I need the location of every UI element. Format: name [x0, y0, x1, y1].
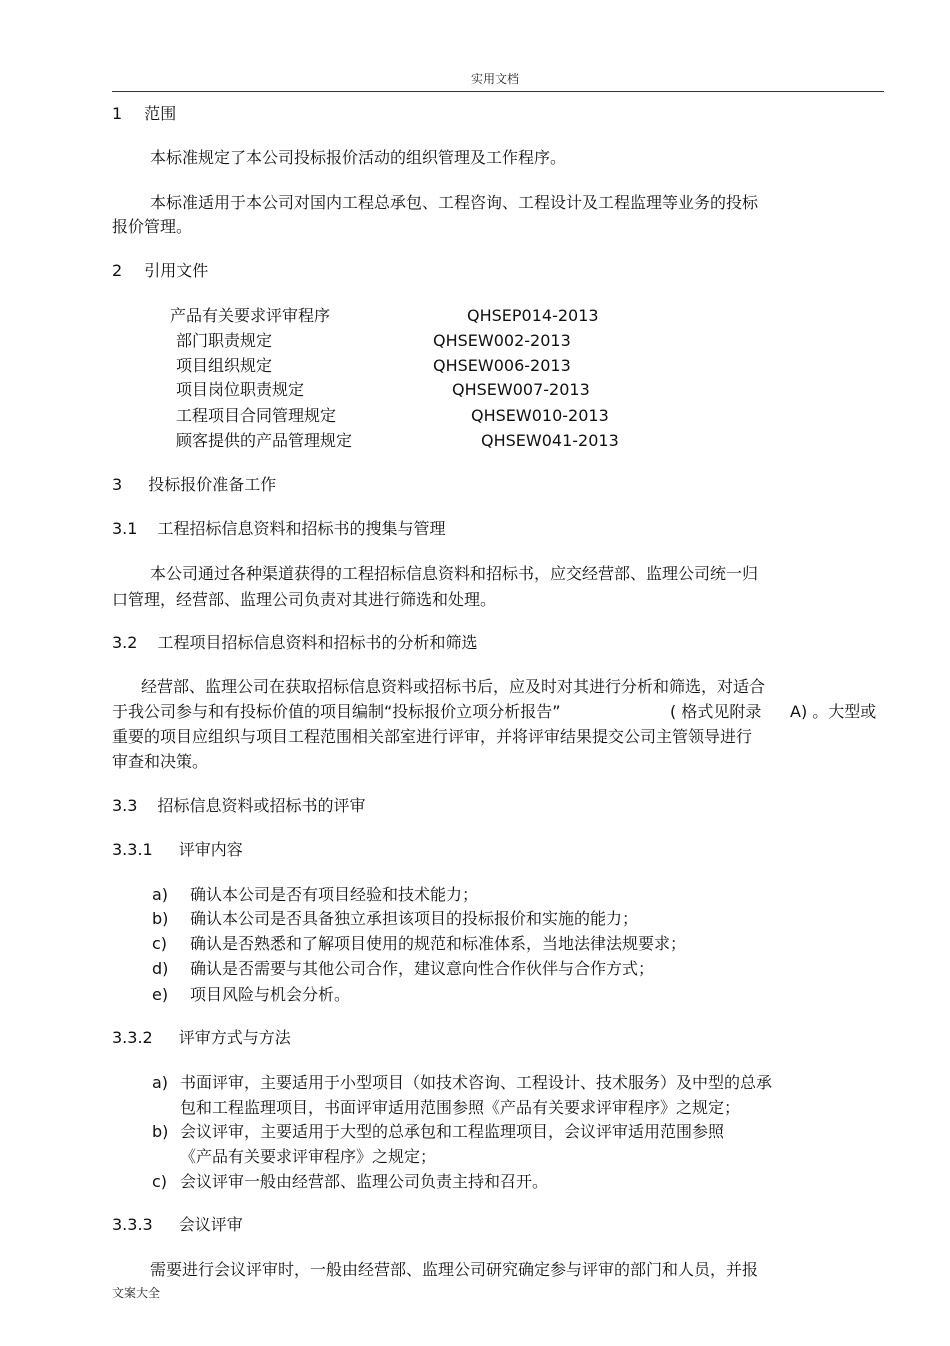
section-3-3-2-heading	[112, 1028, 291, 1048]
list-item	[152, 909, 168, 929]
list-item-text: 项目风险与机会分析。	[190, 985, 351, 1004]
list-item-text: 确认本公司是否有项目经验和技术能力；	[190, 885, 479, 904]
section-title: 工程项目招标信息资料和招标书的分析和筛选	[157, 633, 478, 652]
paragraph-line: 口管理，经营部、监理公司负责对其进行筛选和处理。	[112, 590, 497, 609]
reference-name: 工程项目合同管理规定	[176, 406, 337, 425]
reference-name: 项目岗位职责规定	[176, 380, 305, 399]
section-3-3-1-heading	[112, 840, 243, 860]
reference-code: QHSEW006-2013	[433, 356, 571, 375]
list-marker: c)	[152, 934, 168, 953]
list-marker: d)	[152, 959, 169, 978]
paragraph-line: 经营部、监理公司在获取招标信息资料或招标书后，应及时对其进行分析和筛选，对适合	[141, 677, 766, 696]
section-number: 3.3.2	[112, 1028, 153, 1047]
section-3-2-heading	[112, 633, 477, 653]
list-item-text: 确认本公司是否具备独立承担该项目的投标报价和实施的能力；	[190, 909, 639, 928]
paragraph-fragment: A) 。大型或	[790, 702, 877, 721]
section-title: 工程招标信息资料和招标书的搜集与管理	[157, 519, 446, 538]
list-item	[152, 959, 168, 979]
section-title: 会议评审	[178, 1215, 243, 1234]
paragraph-line: 需要进行会议评审时，一般由经营部、监理公司研究确定参与评审的部门和人员，并报	[150, 1260, 759, 1279]
reference-code: QHSEW007-2013	[452, 380, 590, 399]
list-marker: b)	[152, 1122, 169, 1141]
page-header: 实用文档	[470, 72, 519, 86]
section-3-3-3-heading	[112, 1215, 243, 1235]
section-number: 3.2	[112, 633, 138, 652]
list-item-text: 《产品有关要求评审程序》之规定；	[180, 1147, 437, 1166]
section-title: 投标报价准备工作	[148, 475, 277, 494]
section-2-heading	[112, 261, 208, 281]
reference-code: QHSEW041-2013	[481, 431, 619, 450]
reference-name: 部门职责规定	[176, 331, 273, 350]
reference-name: 项目组织规定	[176, 356, 273, 375]
list-item	[152, 1172, 167, 1192]
section-title: 范围	[144, 104, 177, 123]
section-3-3-heading	[112, 796, 365, 816]
list-marker: a)	[152, 885, 169, 904]
section-number: 3.3.1	[112, 840, 153, 859]
list-marker: e)	[152, 985, 169, 1004]
list-item	[152, 934, 167, 954]
list-marker: b)	[152, 909, 169, 928]
section-title: 评审方式与方法	[178, 1028, 291, 1047]
list-marker: a)	[152, 1073, 169, 1092]
reference-name: 产品有关要求评审程序	[170, 306, 331, 325]
reference-code: QHSEW010-2013	[471, 406, 609, 425]
section-1-heading	[112, 104, 176, 124]
list-item-text: 书面评审，主要适用于小型项目（如技术咨询、工程设计、技术服务）及中型的总承	[180, 1073, 773, 1092]
paragraph-line: 本公司通过各种渠道获得的工程招标信息资料和招标书，应交经营部、监理公司统一归	[150, 564, 759, 583]
section-number: 3.3.3	[112, 1215, 153, 1234]
section-number: 2	[112, 261, 123, 280]
list-item-text: 包和工程监理项目，书面评审适用范围参照《产品有关要求评审程序》之规定；	[180, 1098, 741, 1117]
paragraph: 本标准规定了本公司投标报价活动的组织管理及工作程序。	[150, 148, 567, 167]
reference-code: QHSEW002-2013	[433, 331, 571, 350]
section-number: 1	[112, 104, 123, 123]
paragraph-line: 本标准适用于本公司对国内工程总承包、工程咨询、工程设计及工程监理等业务的投标	[150, 193, 759, 212]
list-marker: c)	[152, 1172, 168, 1191]
list-item-text: 确认是否需要与其他公司合作，建议意向性合作伙伴与合作方式；	[190, 959, 655, 978]
page-footer: 文案大全	[112, 1286, 161, 1300]
section-number: 3.1	[112, 519, 138, 538]
header-rule	[112, 91, 884, 92]
section-title: 招标信息资料或招标书的评审	[157, 796, 366, 815]
reference-name: 顾客提供的产品管理规定	[176, 431, 353, 450]
section-3-heading	[112, 475, 276, 495]
section-number: 3.3	[112, 796, 138, 815]
section-3-1-heading	[112, 519, 445, 539]
list-item-text: 会议评审，主要适用于大型的总承包和工程监理项目，会议评审适用范围参照	[180, 1122, 725, 1141]
list-item-text: 确认是否熟悉和了解项目使用的规范和标准体系，当地法律法规要求；	[190, 934, 687, 953]
paragraph-line: 于我公司参与和有投标价值的项目编制“投标报价立项分析报告”	[112, 702, 561, 721]
list-item	[152, 885, 168, 905]
list-item-text: 会议评审一般由经营部、监理公司负责主持和召开。	[180, 1172, 549, 1191]
paragraph-line: 审查和决策。	[112, 752, 209, 771]
section-title: 评审内容	[178, 840, 243, 859]
reference-code: QHSEP014-2013	[467, 306, 599, 325]
list-item	[152, 1122, 168, 1142]
list-item	[152, 985, 168, 1005]
list-item	[152, 1073, 168, 1093]
paragraph-line: 报价管理。	[112, 217, 193, 236]
paragraph-line: 重要的项目应组织与项目工程范围相关部室进行评审，并将评审结果提交公司主管领导进行	[112, 727, 753, 746]
section-number: 3	[112, 475, 123, 494]
section-title: 引用文件	[144, 261, 209, 280]
paragraph-fragment: ( 格式见附录	[670, 702, 762, 721]
